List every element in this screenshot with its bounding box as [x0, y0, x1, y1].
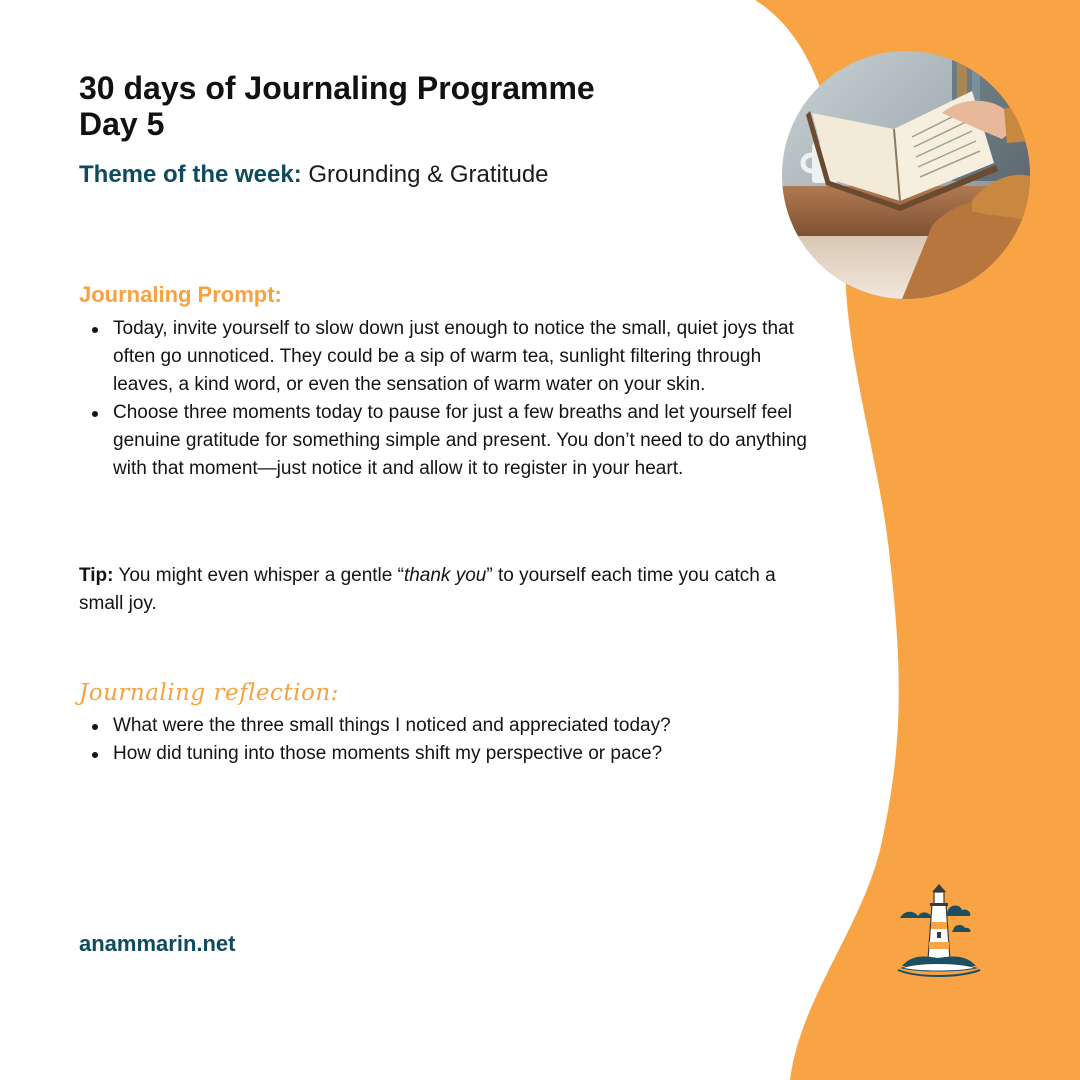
tip-label: Tip: [79, 565, 114, 586]
website-link[interactable]: anammarin.net [79, 931, 236, 956]
journaling-prompt-heading: Journaling Prompt: [79, 282, 282, 307]
prompt-item: Choose three moments today to pause for just a few breaths and let yourself feel genuine gratitude for something simple and present. You don’t need to do anything with that moment—just notice it and allow it to register in your heart. [113, 399, 809, 483]
theme-line [79, 160, 549, 190]
title-line-programme: 30 days of Journaling Programme [79, 70, 595, 106]
title-line-day: Day 5 [79, 106, 165, 142]
theme-value: Grounding & Gratitude [308, 161, 549, 188]
tip-text-after: ” to yourself each time you catch a small joy. [79, 565, 776, 614]
tip-text-before: You might even whisper a gentle “ [113, 565, 404, 586]
theme-label: Theme of the week: [79, 161, 302, 188]
journaling-prompt-section [79, 281, 809, 483]
journaling-reflection-section [79, 678, 809, 768]
tip-emphasis: thank you [403, 565, 487, 586]
reflection-list [79, 712, 809, 768]
reflection-item: What were the three small things I noticed and appreciated today? [113, 712, 809, 740]
lighthouse-logo [888, 870, 988, 980]
prompt-list [79, 315, 809, 483]
prompt-item: Today, invite yourself to slow down just enough to notice the small, quiet joys that often go unnoticed. They could be a sip of warm tea, sunlight filtering through leaves, a kind word, or even the sensation of warm water on your skin. [113, 315, 809, 399]
reflection-item: How did tuning into those moments shift my perspective or pace? [113, 740, 809, 768]
reading-book-photo [782, 51, 1030, 299]
page-title [79, 70, 739, 142]
journaling-reflection-heading: Journaling reflection: [79, 680, 339, 706]
tip-paragraph [79, 562, 809, 618]
